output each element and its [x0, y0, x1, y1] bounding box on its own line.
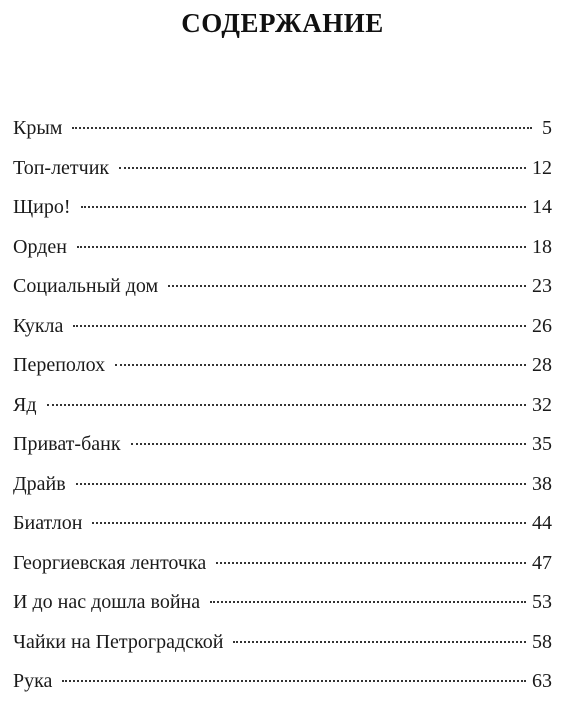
dot-leader — [92, 522, 526, 524]
toc-entry — [13, 232, 552, 272]
dot-leader — [76, 483, 526, 485]
toc-page-number: 12 — [532, 156, 552, 179]
dot-leader — [131, 443, 526, 445]
toc-entry — [13, 153, 552, 193]
page-title: СОДЕРЖАНИЕ — [181, 8, 384, 38]
toc-entry — [13, 192, 552, 232]
dot-leader — [62, 680, 526, 682]
toc-entry-title: Приват-банк — [13, 433, 121, 455]
toc-entry — [13, 429, 552, 469]
dot-leader — [216, 562, 526, 564]
table-of-contents — [13, 113, 552, 706]
toc-page-number: 53 — [532, 591, 552, 613]
toc-page-number: 18 — [532, 235, 552, 258]
dot-leader — [233, 641, 526, 643]
toc-entry-title: Переполох — [13, 354, 106, 376]
toc-entry-title: Драйв — [13, 472, 66, 495]
toc-entry — [13, 469, 552, 509]
dot-leader — [47, 404, 526, 406]
toc-entry-title: Кукла — [13, 314, 64, 337]
toc-page-number: 38 — [532, 472, 552, 495]
toc-entry — [13, 311, 552, 351]
toc-entry-title: И до нас дошла война — [13, 591, 201, 613]
toc-entry-title: Биатлон — [13, 512, 83, 534]
toc-entry-title: Рука — [13, 670, 53, 692]
toc-entry-title: Топ-летчик — [13, 156, 110, 179]
toc-page-number: 44 — [532, 512, 552, 534]
toc-entry — [13, 390, 552, 430]
dot-leader — [77, 246, 526, 248]
toc-page-number: 47 — [532, 551, 552, 574]
toc-entry-title: Яд — [13, 393, 37, 416]
toc-page-number: 14 — [532, 196, 552, 218]
dot-leader — [81, 206, 526, 208]
dot-leader — [72, 127, 532, 129]
toc-page-number: 58 — [532, 630, 552, 653]
toc-entry-title: Георгиевская ленточка — [13, 551, 207, 574]
toc-entry-title: Социальный дом — [13, 275, 159, 297]
toc-entry — [13, 113, 552, 153]
toc-page-number: 26 — [532, 314, 552, 337]
toc-page-number: 5 — [542, 117, 552, 139]
toc-page-number: 35 — [532, 433, 552, 455]
dot-leader — [168, 285, 526, 287]
toc-entry-title: Щиро! — [13, 196, 71, 218]
toc-entry-title: Орден — [13, 235, 67, 258]
toc-entry — [13, 627, 552, 667]
toc-entry — [13, 548, 552, 588]
toc-entry — [13, 271, 552, 311]
dot-leader — [119, 167, 526, 169]
toc-page-number: 28 — [532, 354, 552, 376]
toc-entry — [13, 350, 552, 390]
toc-entry — [13, 508, 552, 548]
toc-entry-title: Чайки на Петроградской — [13, 630, 224, 653]
toc-page-number: 32 — [532, 393, 552, 416]
toc-entry — [13, 587, 552, 627]
dot-leader — [73, 325, 526, 327]
toc-page-number: 63 — [532, 670, 552, 692]
dot-leader — [115, 364, 526, 366]
dot-leader — [210, 601, 526, 603]
toc-entry-title: Крым — [13, 117, 63, 139]
toc-page-number: 23 — [532, 275, 552, 297]
